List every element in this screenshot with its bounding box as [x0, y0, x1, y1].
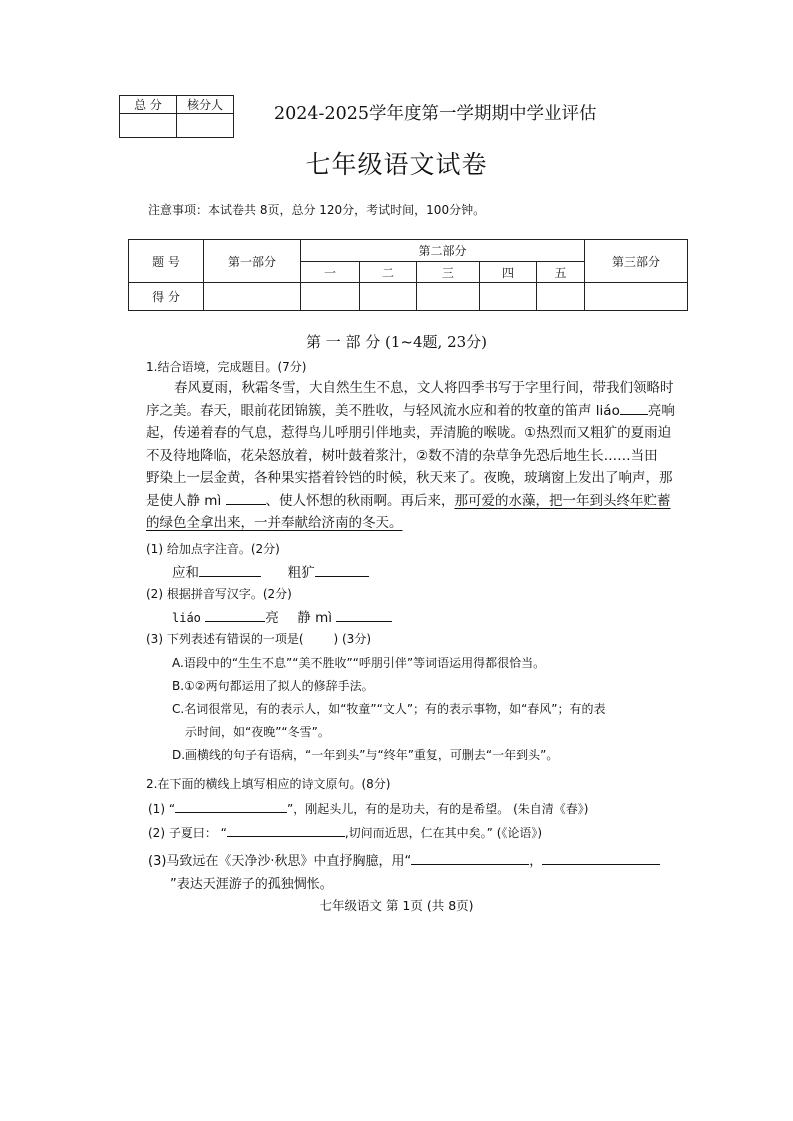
q1-sub1-title: (1) 给加点字注音。(2分)	[146, 542, 280, 556]
row-label-number: 题 号	[129, 240, 204, 283]
score-cell-part3[interactable]	[585, 283, 688, 311]
subject-title: 七年级语文试卷	[305, 150, 488, 179]
section-heading: 第 一 部 分 (1~4题, 23分)	[305, 333, 488, 351]
score-cell-part1[interactable]	[204, 283, 301, 311]
q1-sub1-answers: 应和 粗犷	[172, 561, 369, 581]
q2-line1: (1) “ ”，刚起头儿，有的是功夫，有的是希望。 (朱自清《春》)	[148, 798, 588, 817]
q2-title: 2.在下面的横线上填写相应的诗文原句。(8分)	[146, 777, 391, 791]
passage-line: 野染上一层金黄，各种果实搭着铃铛的时候，秋天来了。夜晚，玻璃窗上发出了响声，那	[146, 470, 673, 486]
answer-blank-cuguang[interactable]	[315, 562, 369, 577]
poem-blank-3[interactable]	[411, 850, 529, 865]
sub-col-5: 五	[537, 262, 585, 283]
q1-sub3-title: (3) 下列表述有错误的一项是( ) (3分)	[146, 632, 371, 646]
sub-col-1: 一	[301, 262, 360, 283]
q1-passage	[146, 377, 706, 535]
poem-blank-2[interactable]	[227, 822, 345, 837]
score-cell-2-3[interactable]	[417, 283, 480, 311]
notice: 注意事项：本试卷共 8页，总分 120分，考试时间，100分钟。	[148, 203, 486, 217]
answer-blank-yinghe[interactable]	[199, 562, 261, 577]
page-footer: 七年级语文 第 1页 (共 8页)	[319, 898, 474, 913]
underlined-sentence: 那可爱的水藻，把一年到头终年贮蓄	[454, 492, 671, 509]
q2-line3-end: ”表达天涯游子的孤独惆怅。	[170, 877, 333, 892]
row-label-score: 得 分	[129, 283, 204, 311]
reviewer-cell[interactable]	[177, 114, 234, 138]
q2-line3: (3)马致远在《天净沙·秋思》中直抒胸臆，用“ ，	[148, 850, 660, 869]
col-part2: 第二部分	[301, 240, 585, 262]
passage-line: 不及待地降临，花朵怒放着，树叶鼓着浆汁，②数不清的杂草争先恐后地生长……当田	[146, 447, 658, 464]
q1-title: 1.结合语境，完成题目。(7分)	[146, 360, 307, 374]
option-b: B.①②两句都运用了拟人的修辞手法。	[172, 679, 374, 693]
pinyin-blank-2[interactable]	[226, 490, 266, 505]
col-part1: 第一部分	[204, 240, 301, 283]
poem-blank-4[interactable]	[542, 850, 660, 865]
option-c: C.名词很常见，有的表示人，如“牧童”“文人”；有的表示事物，如“春风”；有的表	[172, 702, 606, 716]
total-cell[interactable]	[120, 114, 177, 138]
q1-sub3-options	[172, 652, 704, 767]
passage-line: 是使人静 mì 、使人怀想的秋雨啊。再后来，那可爱的水藻，把一年到头终年贮蓄	[146, 490, 706, 513]
score-box	[119, 95, 234, 138]
col-part3: 第三部分	[585, 240, 688, 283]
passage-line: 起，传递着春的气息，惹得鸟儿呼朋引伴地卖，弄清脆的喉咙。①热烈而又粗犷的夏雨迫	[146, 425, 672, 441]
score-cell-2-1[interactable]	[301, 283, 360, 311]
score-cell-2-4[interactable]	[480, 283, 537, 311]
score-cell-2-2[interactable]	[360, 283, 417, 311]
underlined-sentence-end: 的绿色全拿出来，一并奉献给济南的冬天。	[146, 515, 403, 531]
q1-sub2-title: (2) 根据拼音写汉字。(2分)	[146, 587, 292, 601]
score-cell-2-5[interactable]	[537, 283, 585, 311]
sub-col-4: 四	[480, 262, 537, 283]
option-d: D.画横线的句子有语病，“一年到头”与“终年”重复，可删去“一年到头”。	[172, 748, 559, 762]
poem-blank-1[interactable]	[175, 798, 287, 813]
pinyin-blank-1[interactable]	[620, 400, 648, 415]
sub-col-3: 三	[417, 262, 480, 283]
q2-line2: (2) 子夏曰： “ ,切问而近思，仁在其中矣。” (《论语》)	[148, 822, 542, 841]
option-c-cont: 示时间，如“夜晚”“冬雪”。	[185, 725, 330, 739]
passage-line: 春风夏雨，秋霜冬雪，大自然生生不息，文人将四季书写于字里行间，带我们领略时	[174, 380, 674, 396]
answer-blank-mi[interactable]	[336, 607, 392, 622]
passage-line: 序之美。春天，眼前花团锦簇，美不胜收，与轻风流水应和着的牧童的笛声 liáo 亮响	[146, 400, 706, 423]
exam-title: 2024-2025学年度第一学期期中学业评估	[274, 104, 597, 124]
answer-blank-liao[interactable]	[205, 607, 265, 622]
option-a: A.语段中的“生生不息”“美不胜收”“呼朋引伴”等词语运用得都很恰当。	[172, 656, 546, 670]
score-table	[128, 239, 688, 311]
sub-col-2: 二	[360, 262, 417, 283]
total-label: 总 分	[120, 96, 177, 114]
reviewer-label: 核分人	[177, 96, 234, 114]
q1-sub2-answers: liáo 亮 静 mì	[172, 606, 392, 626]
